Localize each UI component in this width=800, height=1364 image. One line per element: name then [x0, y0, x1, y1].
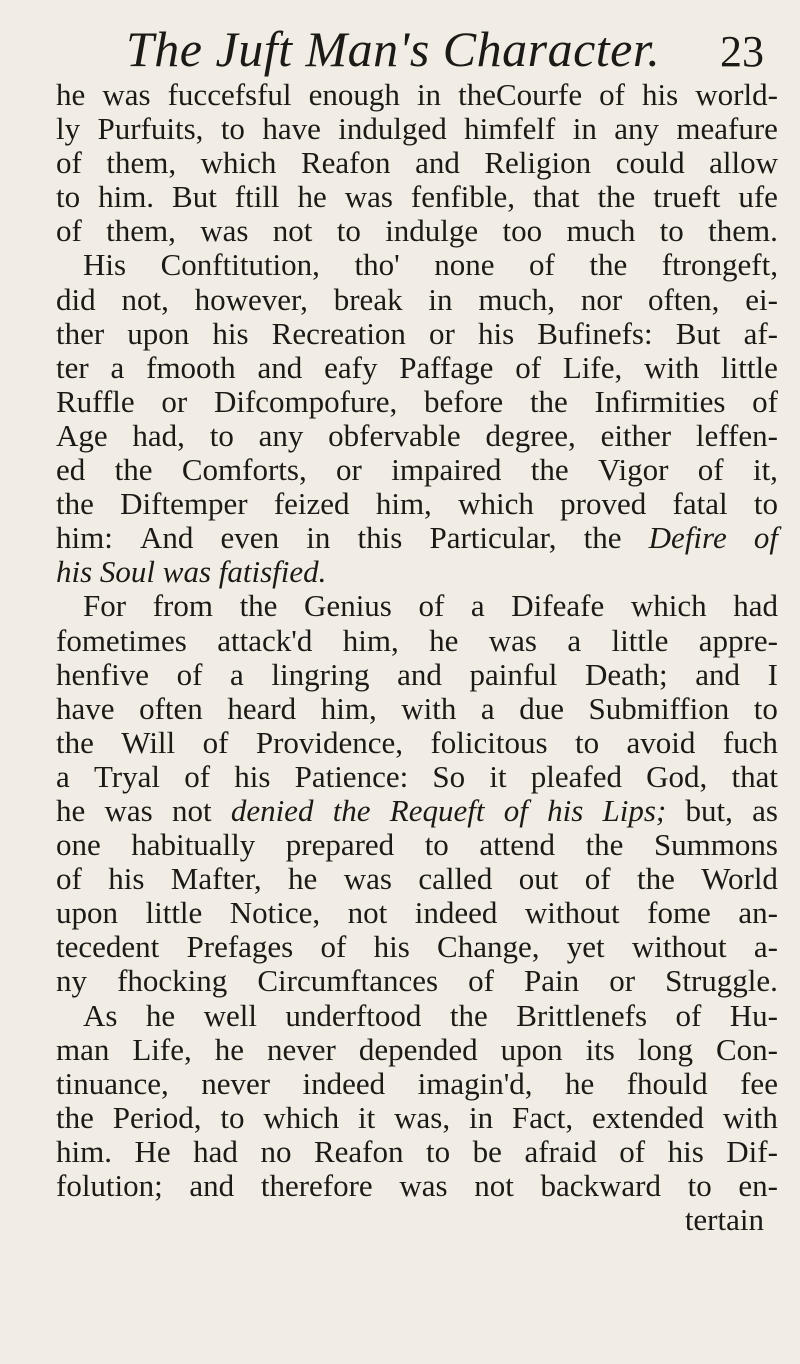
text-line: Ruffle or Difcompofure, before the Infirmities of: [56, 383, 778, 419]
text-line: upon little Notice, not indeed without fome an-: [56, 895, 778, 931]
running-head: [0, 18, 800, 80]
text-line: the Will of Providence, folicitous to avoid fuch: [56, 724, 778, 760]
text-line: As he well underftood the Brittlenefs of Hu-: [83, 997, 778, 1033]
text-line: henfive of a lingring and painful Death; and I: [56, 656, 778, 692]
text-line: of them, was not to indulge too much to them.: [56, 213, 778, 249]
text-line: to him. But ftill he was fenfible, that the trueft ufe: [56, 179, 778, 215]
text-line: of his Mafter, he was called out of the World: [56, 861, 778, 897]
text-line: he was fuccefsful enough in theCourfe of his world-: [56, 77, 778, 112]
text-line: man Life, he never depended upon its long Con-: [56, 1031, 778, 1067]
body-text: [56, 78, 778, 1237]
text-line: fometimes attack'd him, he was a little appre-: [56, 622, 778, 658]
text-line: tinuance, never indeed imagin'd, he fhould fee: [56, 1065, 778, 1101]
text-line: ter a fmooth and eafy Paffage of Life, with little: [56, 349, 778, 385]
text-line: the Period, to which it was, in Fact, extended with: [56, 1099, 778, 1135]
text-line: tecedent Prefages of his Change, yet without a-: [56, 929, 778, 965]
page-number: 23: [720, 27, 764, 76]
text-line: he was not denied the Requeft of his Lips; but, as: [56, 792, 778, 828]
text-line: a Tryal of his Patience: So it pleafed God, that: [56, 758, 778, 794]
text-line: For from the Genius of a Difeafe which had: [83, 588, 778, 624]
text-line: of them, which Reafon and Religion could allow: [56, 145, 778, 181]
text-line: ny fhocking Circumftances of Pain or Struggle.: [56, 963, 778, 999]
text-line: ther upon his Recreation or his Bufinefs: But af-: [56, 315, 778, 351]
text-line: ed the Comforts, or impaired the Vigor of it,: [56, 452, 778, 488]
text-line: have often heard him, with a due Submiffion to: [56, 690, 778, 726]
text-line: him: And even in this Particular, the Defire of: [56, 520, 778, 556]
text-line: one habitually prepared to attend the Summons: [56, 827, 778, 863]
text-line: his Soul was fatisfied.: [56, 554, 327, 590]
running-head-title: The Juft Man's Character.: [126, 21, 661, 77]
text-line: folution; and therefore was not backward to en-: [56, 1168, 778, 1203]
text-line: him. He had no Reafon to be afraid of his Dif-: [56, 1133, 778, 1169]
text-line: tertain: [684, 1202, 764, 1238]
text-line: His Conftitution, tho' none of the ftrongeft,: [83, 247, 778, 283]
text-line: Age had, to any obfervable degree, either leffen-: [56, 417, 778, 453]
text-line: did not, however, break in much, nor often, ei-: [56, 281, 778, 317]
text-line: ly Purfuits, to have indulged himfelf in any meafure: [56, 111, 778, 147]
text-line: the Diftemper feized him, which proved fatal to: [56, 486, 778, 522]
